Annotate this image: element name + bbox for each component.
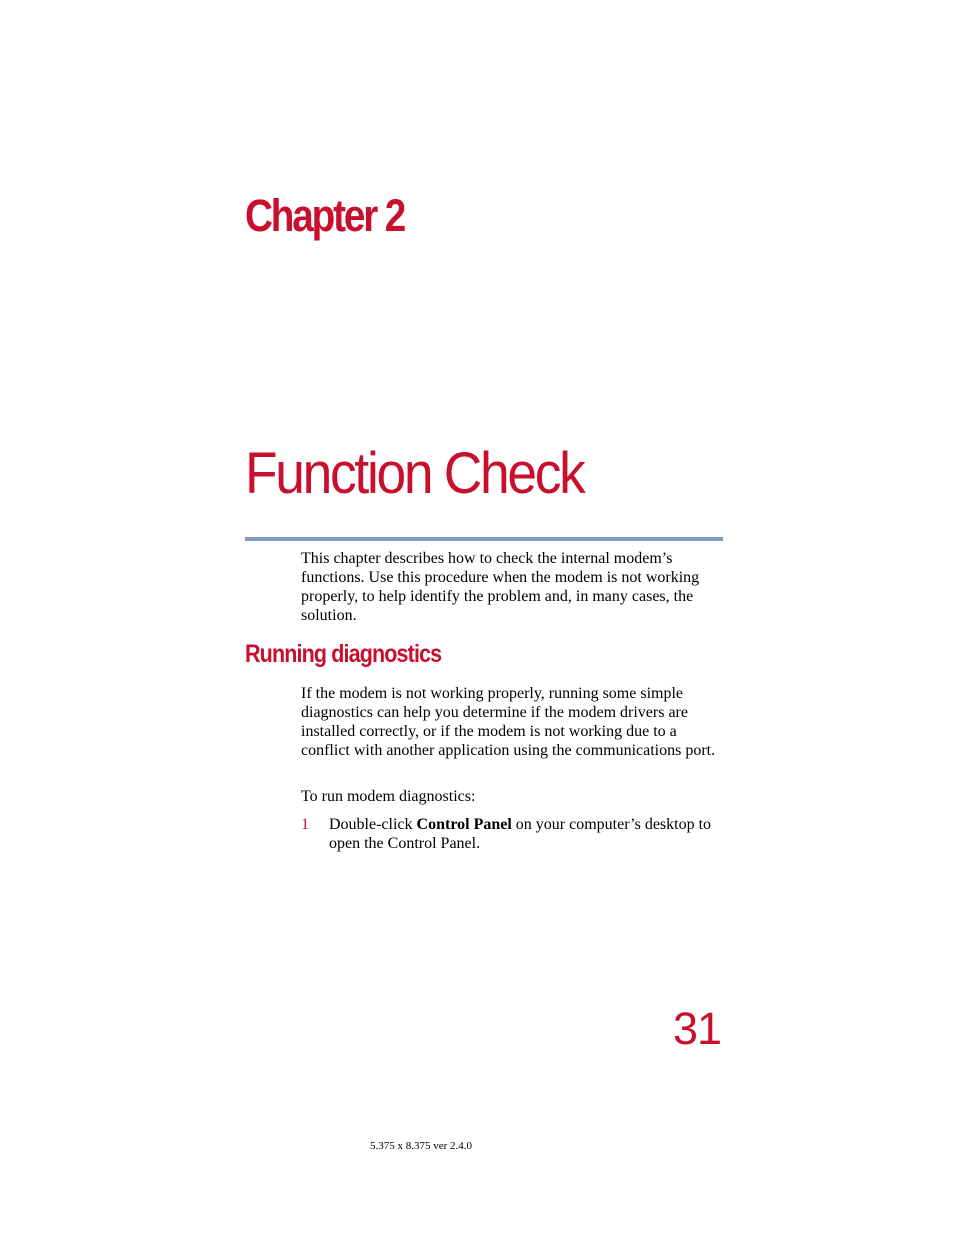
- step-text-after: on your computer’s desktop to open the Control Panel.: [329, 816, 712, 852]
- section-heading: Running diagnostics: [245, 640, 442, 668]
- step-text-before: Double-click: [329, 816, 417, 833]
- version-footer: 5.375 x 8.375 ver 2.4.0: [370, 1140, 473, 1152]
- chapter-label: Chapter 2: [245, 190, 405, 241]
- procedure-lead-in: To run modem diagnostics:: [301, 788, 476, 805]
- step-text-bold: Control Panel: [416, 816, 512, 833]
- step-text: [329, 815, 723, 853]
- chapter-title: Function Check: [245, 441, 584, 506]
- page-number: 31: [672, 1003, 721, 1054]
- step-number: 1: [301, 816, 309, 833]
- intro-paragraph: This chapter describes how to check the internal modem’s functions. Use this procedure when the modem is not working properly, to help identify the problem and, in many cases, the solution.: [301, 550, 700, 624]
- section-paragraph: If the modem is not working properly, running some simple diagnostics can help you determine if the modem drivers are installed correctly, or if the modem is not working due to a conflict with another application using the communications port.: [301, 685, 716, 759]
- procedure-step: [301, 815, 723, 853]
- title-rule-divider: [245, 537, 723, 541]
